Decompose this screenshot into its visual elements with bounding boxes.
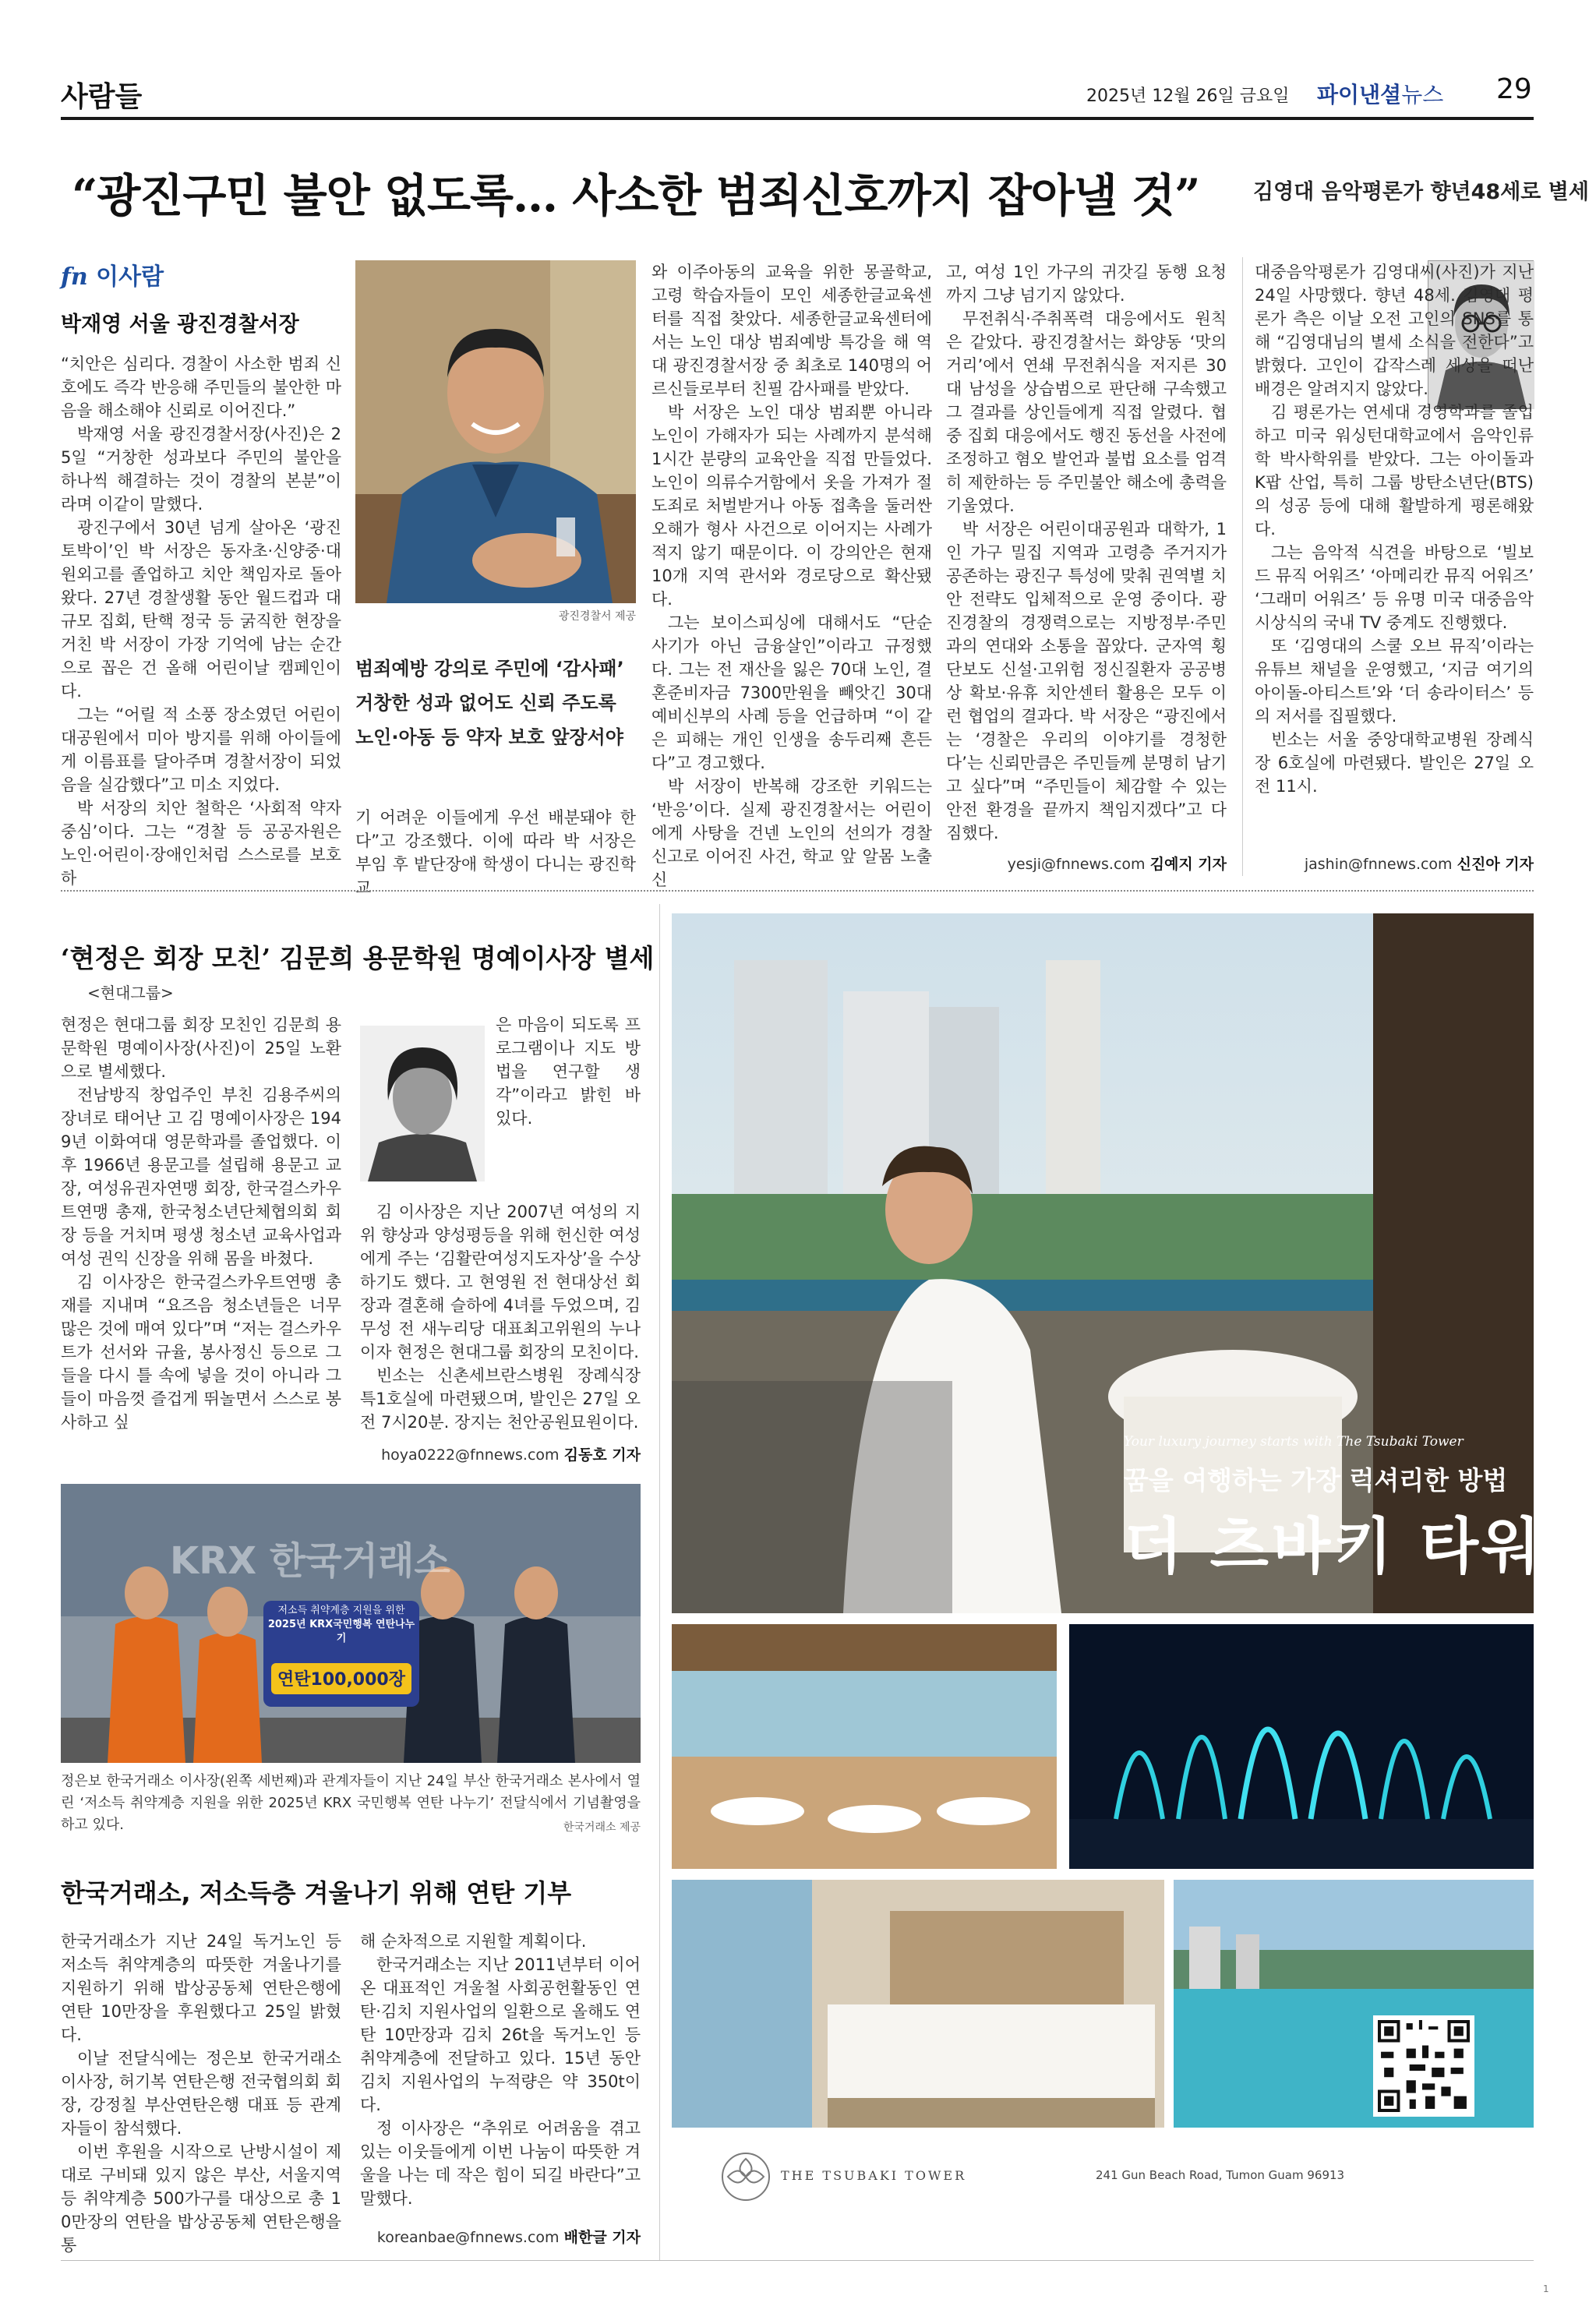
page-mark: 1	[1543, 2283, 1549, 2294]
article1-paragraph: 무전취식·주취폭력 대응에서도 원칙은 같았다. 광진경찰서는 화양동 ‘맛의 거리’에서 연쇄 무전취식을 저지른 30대 남성을 상습범으로 판단해 구속했고 그 결과를 상인들에게 직접 알렸다. 협중 집회 대응에서도 행진 동선을 사전에 조정하고 혐오 발언과 불법 요소를 엄격히 제한하는 등 주민불안 해소에 총력을 기울였다.	[946, 309, 1227, 515]
obit2-paragraph: 김 이사장은 한국걸스카우트연맹 총재를 지내며 “요즈음 청소년들은 너무 많은 것에 매여 있다”며 “저는 걸스카우트가 선서와 규율, 봉사정신 등으로 그들을 다시 틀 속에 넣을 것이 아니라 그들이 마음껏 즐겁게 뛰놀면서 스스로 봉사하고 싶	[61, 1273, 341, 1432]
krx-event-photo	[61, 1484, 641, 1763]
article2-column-1	[61, 1930, 341, 2257]
article1-subhead-2: 거창한 성과 없어도 신뢰 주도록	[355, 692, 616, 714]
article1-column-3	[651, 260, 932, 889]
article1-paragraph: 와 이주아동의 교육을 위한 몽골학교, 고령 학습자들이 모인 세종한글교육센터를 직접 찾았다. 세종한글교육센터에서는 노인 대상 범죄예방 특강을 해 역대 광진경찰서장 중 최초로 140명의 어르신들로부터 친필 감사패를 받았다.	[651, 263, 932, 398]
kicker-fn: fn	[61, 263, 88, 291]
article1-byline-email: yesji@fnnews.com	[1007, 856, 1146, 873]
article1-paragraph: 박 서장이 반복해 강조한 키워드는 ‘반응’이다. 실제 광진경찰서는 어린이에게 사탕을 건넨 노인의 선의가 경찰 신고로 이어진 사건, 학교 앞 알몸 노출 신	[651, 777, 932, 889]
obit2-byline-email: hoya0222@fnnews.com	[381, 1446, 560, 1464]
obit1-body	[1255, 260, 1534, 845]
obit1-paragraph: 대중음악평론가 김영대씨(사진)가 지난 24일 사망했다. 향년 48세. 김영대 평론가 측은 이날 오전 고인의 SNS를 통해 “김영대님의 별세 소식을 전한다”고 밝혔다. 고인이 갑작스레 세상을 떠난 배경은 알려지지 않았다.	[1255, 263, 1534, 398]
article1-column-2: 기 어려운 이들에게 우선 배분돼야 한다”고 강조했다. 이에 따라 박 서장은 부임 후 밭단장애 학생이 다니는 광진학교	[355, 808, 636, 897]
page-number: 29	[1496, 73, 1532, 105]
police-chief-photo-credit: 광진경찰서 제공	[558, 610, 636, 623]
section-divider	[61, 890, 1534, 892]
obit2-paragraph: 은 마음이 되도록 프로그램이나 지도 방법을 연구할 생각”이라고 밝힌 바 있다.	[496, 1015, 641, 1128]
obit1-byline	[1255, 853, 1534, 874]
krx-backdrop-text: KRX 한국거래소	[170, 1539, 450, 1583]
article1-byline-name: 김예지 기자	[1149, 856, 1227, 873]
obit2-byline-name: 김동호 기자	[563, 1446, 641, 1464]
ad-restaurant-image	[672, 1624, 1057, 1869]
article2-paragraph: 한국거래소가 지난 24일 독거노인 등 저소득 취약계층의 따뜻한 겨울나기를 지원하기 위해 밥상공동체 연탄은행에 연탄 10만장을 후원했다고 25일 밝혔다.	[61, 1932, 341, 2044]
article1-paragraph: 박 서장의 치안 철학은 ‘사회적 약자 중심’이다. 그는 “경찰 등 공공자원은 노인·어린이·장애인처럼 스스로를 보호하	[61, 799, 341, 888]
article2-paragraph: 정 이사장은 “추위로 어려움을 겪고 있는 이웃들에게 이번 나눔이 따뜻한 겨울을 나는 데 작은 힘이 되길 바란다”고 말했다.	[360, 2119, 641, 2208]
ad-room-image	[672, 1880, 1164, 2128]
article1-headline: “광진구민 불안 없도록… 사소한 범죄신호까지 잡아낼 것”	[72, 169, 1200, 222]
qr-code-icon	[1378, 2020, 1470, 2112]
donation-sign-line-2: 2025년 KRX국민행복 연탄나누기	[267, 1619, 415, 1644]
kicker-label: 이사람	[96, 263, 164, 291]
ad-title: 더 츠바키 타워	[1124, 1512, 1544, 1582]
obit2-paragraph: 빈소는 신촌세브란스병원 장례식장 특1호실에 마련됐으며, 발인은 27일 오전 7시20분. 장지는 천안공원묘원이다.	[360, 1366, 641, 1432]
article1-byline	[946, 853, 1227, 874]
ad-restaurant-scene	[672, 1624, 1057, 1869]
ad-brand: THE TSUBAKI TOWER	[781, 2168, 967, 2183]
column-divider	[659, 904, 660, 2260]
section-label: 사람들	[61, 81, 143, 113]
article1-subheads	[355, 652, 636, 754]
article2-paragraph: 한국거래소는 지난 2011년부터 이어온 대표적인 겨울철 사회공헌활동인 연탄·김치 지원사업의 일환으로 올해도 연탄 10만장과 김치 26t을 독거노인 등 취약계층에 전달하고 있다. 15년 동안 김치 지원사업의 누적량은 약 350t이다.	[360, 1955, 641, 2114]
ad-pool-scene	[1174, 1880, 1534, 2128]
article1-paragraph: 고, 여성 1인 가구의 귀갓길 동행 요청까지 그냥 넘기지 않았다.	[946, 263, 1227, 305]
article2-paragraph: 이날 전달식에는 정은보 한국거래소 이사장, 허기복 연탄은행 전국협의회 회장, 강정칠 부산연탄은행 대표 등 관계자들이 참석했다.	[61, 2049, 341, 2138]
donation-sign-line-1: 저소득 취약계층 지원을 위한	[277, 1605, 405, 1616]
ad-qr-code	[1373, 2015, 1474, 2117]
article1-column-4	[946, 260, 1227, 845]
honorary-chair-photo	[360, 1026, 485, 1181]
footer-rule	[61, 2260, 1534, 2261]
article2-headline: 한국거래소, 저소득층 겨울나기 위해 연탄 기부	[61, 1878, 572, 1908]
ad-hero-image	[672, 913, 1544, 1613]
article1-paragraph: 그는 “어릴 적 소풍 장소였던 어린이대공원에서 미아 방지를 위해 아이들에게 이름표를 달아주며 경찰서장이 되었음을 실감했다”고 미소 지었다.	[61, 705, 341, 794]
ad-address: 241 Gun Beach Road, Tumon Guam 96913	[1096, 2168, 1345, 2182]
police-chief-photo	[355, 260, 636, 603]
article2-byline	[360, 2226, 641, 2247]
ad-headline: 꿈을 여행하는 가장 럭셔리한 방법	[1124, 1465, 1508, 1496]
donation-sign-amount: 연탄100,000장	[277, 1670, 405, 1690]
article2-paragraph: 이번 후원을 시작으로 난방시설이 제대로 구비돼 있지 않은 부산, 서울지역 등 취약계층 500가구를 대상으로 총 10만장의 연탄을 밥상공동체 연탄은행을 통	[61, 2142, 341, 2255]
obit1-paragraph: 빈소는 서울 중앙대학교병원 장례식장 6호실에 마련됐다. 발인은 27일 오전 11시.	[1255, 730, 1534, 796]
ad-fountain-image	[1069, 1624, 1534, 1869]
tsubaki-flower-icon	[719, 2149, 773, 2204]
obit2-column-2b	[360, 1200, 641, 1439]
krx-photo-caption: 정은보 한국거래소 이사장(왼쪽 세번째)과 관계자들이 지난 24일 부산 한국거래소 본사에서 열린 ‘저소득 취약계층 지원을 위한 2025년 KRX 국민행복 연탄 나누기’ 전달식에서 기념촬영을 하고 있다.	[61, 1773, 641, 1833]
article1-subhead-3: 노인·아동 등 약자 보호 앞장서야	[355, 726, 623, 748]
obit2-credit: <현대그룹>	[87, 984, 174, 1002]
obit1-byline-name: 신진아 기자	[1457, 856, 1534, 873]
obit1-paragraph: 김 평론가는 연세대 경영학과를 졸업하고 미국 워싱턴대학교에서 음악인류학 박사학위를 받았다. 그는 아이돌과 K팝 산업, 특히 그룹 방탄소년단(BTS)의 성공 등에 대해 활발하게 평론해왔다.	[1255, 403, 1534, 539]
obit2-headline: ‘현정은 회장 모친’ 김문희 용문학원 명예이사장 별세	[61, 943, 655, 973]
brand-main: 파이낸셜	[1317, 82, 1402, 108]
brand-logo	[1317, 78, 1443, 109]
issue-date: 2025년 12월 26일 금요일	[1086, 87, 1290, 106]
column-divider	[1242, 257, 1243, 876]
krx-photo-credit: 한국거래소 제공	[563, 1821, 641, 1834]
obit2-paragraph: 전남방직 창업주인 부친 김용주씨의 장녀로 태어난 고 김 명예이사장은 1949년 이화여대 영문학과를 졸업했다. 이후 1966년 용문고를 설립해 용문고 교장, 여성유권자연맹 회장, 한국걸스카우트연맹 총재, 한국청소년단체협의회 회장 등을 거치며 평생 청소년 교육사업과 여성 권익 신장을 위해 몸을 바쳤다.	[61, 1086, 341, 1268]
kicker	[61, 257, 164, 291]
obit2-column-1	[61, 1013, 341, 1439]
article1-column-1	[61, 352, 341, 888]
obit1-byline-email: jashin@fnnews.com	[1304, 856, 1453, 873]
obit1-headline: 김영대 음악평론가 향년48세로 별세	[1253, 180, 1589, 204]
interviewee-name: 박재영 서울 광진경찰서장	[61, 313, 299, 337]
obit2-column-2	[496, 1013, 641, 1200]
article1-paragraph: 광진구에서 30년 넘게 살아온 ‘광진 토박이’인 박 서장은 동자초·신양중·대원외고를 졸업하고 치안 책임자로 돌아왔다. 27년 경찰생활 동안 월드컵과 대규모 집회, 탄핵 정국 등 굵직한 현장을 거친 박 서장이 가장 기억에 남는 순간으로 꼽은 건 올해 어린이날 캠페인이다.	[61, 518, 341, 701]
ad-tagline: Your luxury journey starts with The Tsubaki Tower	[1124, 1434, 1464, 1450]
article1-paragraph: 박 서장은 어린이대공원과 대학가, 1인 가구 밀집 지역과 고령층 주거지가 공존하는 광진구 특성에 맞춰 권역별 치안 전략도 입체적으로 운영 중이다. 광진경찰의 경쟁력으로는 지방정부·주민과의 연대와 소통을 꼽았다. 군자역 횡단보도 신설·고위험 정신질환자 공공병상 확보·유휴 치안센터 활용은 모두 이런 협업의 결과다. 박 서장은 “광진에서는 ‘경찰은 우리의 이야기를 경청한다’는 신뢰만큼은 주민들께 분명히 남기고 싶다”며 “주민들이 체감할 수 있는 안전 환경을 끝까지 책임지겠다”고 다짐했다.	[946, 520, 1227, 842]
article2-paragraph: 해 순차적으로 지원할 계획이다.	[360, 1932, 587, 1951]
article1-subhead-1: 범죄예방 강의로 주민에 ‘감사패’	[355, 658, 624, 680]
obit2-paragraph: 현정은 현대그룹 회장 모친인 김문희 용문학원 명예이사장(사진)이 25일 노환으로 별세했다.	[61, 1015, 341, 1081]
ad-footer	[672, 2137, 1534, 2215]
ad-pool-image	[1174, 1880, 1534, 2128]
obit2-byline	[360, 1443, 641, 1464]
ad-room-scene	[672, 1880, 1164, 2128]
header-rule	[61, 117, 1534, 120]
police-chief-portrait	[355, 260, 636, 603]
article2-byline-name: 배한글 기자	[563, 2229, 641, 2246]
article1-paragraph: 그는 보이스피싱에 대해서도 “단순 사기가 아닌 금융살인”이라고 규정했다. 그는 전 재산을 잃은 70대 노인, 결혼준비자금 7300만원을 빼앗긴 30대 예비신부의 사례 등을 언급하며 “이 같은 피해는 개인 인생을 송두리째 흔든다”고 경고했다.	[651, 613, 932, 772]
obit1-paragraph: 그는 음악적 식견을 바탕으로 ‘빌보드 뮤직 어워즈’ ‘아메리칸 뮤직 어워즈’ ‘그래미 어워즈’ 등 유명 미국 대중음악 시상식의 국내 TV 중계도 진행했다.	[1255, 543, 1534, 632]
article1-paragraph: 박재영 서울 광진경찰서장(사진)은 25일 “거창한 성과보다 주민의 불안을 하나씩 해결하는 것이 경찰의 본분”이라며 이같이 말했다.	[61, 425, 341, 514]
article2-byline-email: koreanbae@fnnews.com	[376, 2229, 560, 2246]
honorary-chair-portrait	[360, 1026, 485, 1181]
ad-fountain-scene	[1069, 1624, 1534, 1869]
brand-sub: 뉴스	[1401, 82, 1444, 108]
donation-sign	[263, 1604, 419, 1646]
obit1-paragraph: 또 ‘김영대의 스쿨 오브 뮤직’이라는 유튜브 채널을 운영했고, ‘지금 여기의 아이돌-아티스트’와 ‘더 송라이터스’ 등의 저서를 집필했다.	[1255, 637, 1534, 726]
article2-column-2	[360, 1930, 641, 2221]
article1-paragraph: “치안은 심리다. 경찰이 사소한 범죄 신호에도 즉각 반응해 주민들의 불안한 마음을 해소해야 신뢰로 이어진다.”	[61, 355, 341, 420]
obit2-paragraph: 김 이사장은 지난 2007년 여성의 지위 향상과 양성평등을 위해 헌신한 여성에게 주는 ‘김활란여성지도자상’을 수상하기도 했다. 고 현영원 전 현대상선 회장과 결혼해 슬하에 4녀를 두었으며, 김무성 전 새누리당 대표최고위원의 누나이자 현정은 현대그룹 회장의 모친이다.	[360, 1203, 641, 1362]
article1-paragraph: 박 서장은 노인 대상 범죄뿐 아니라 노인이 가해자가 되는 사례까지 분석해 1시간 분량의 교육안을 직접 만들었다. 노인이 의류수거함에서 옷을 가져가 절도죄로 처벌받거나 아동 접촉을 둘러싼 오해가 형사 사건으로 이어지는 사례가 적지 않기 때문이다. 이 강의안은 현재 10개 지역 관서와 경로당으로 확산됐다.	[651, 403, 932, 609]
